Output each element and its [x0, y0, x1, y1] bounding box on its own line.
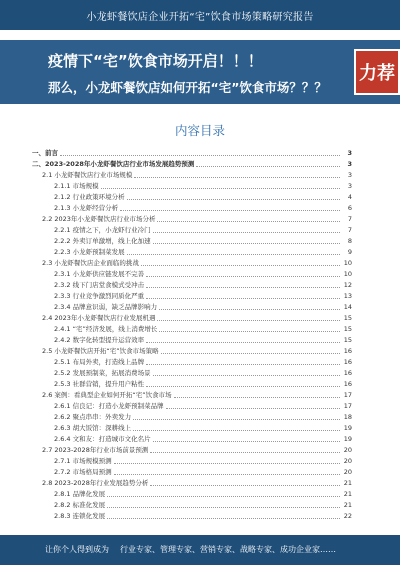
toc-entry-page: 3 — [347, 148, 352, 157]
toc-entry[interactable] — [32, 158, 352, 169]
toc-entry[interactable] — [32, 169, 352, 180]
toc-entry-page: 20 — [343, 467, 352, 476]
toc-entry-page: 3 — [347, 159, 352, 168]
toc-entry-label: 2.4.1 “宅”经济发展，线上消费增长 — [54, 325, 158, 333]
toc-entry[interactable] — [32, 334, 352, 345]
toc-entry-label: 2.5.1 布局外卖，打造线上品牌 — [54, 358, 145, 366]
toc-entry-page: 18 — [343, 412, 352, 421]
toc-entry-label: 2.6.2 聚点串串：外卖发力 — [54, 413, 132, 421]
toc-entry-page: 20 — [343, 456, 352, 465]
toc-entry-page: 19 — [343, 434, 352, 443]
toc-leader-dots — [150, 484, 340, 486]
toc-entry[interactable] — [32, 499, 352, 510]
toc-entry-page: 10 — [343, 269, 352, 278]
toc-entry[interactable] — [32, 367, 352, 378]
toc-entry-label: 2.2.3 小龙虾预制菜发展 — [54, 248, 125, 256]
toc-entry-page: 13 — [343, 291, 352, 300]
toc-entry-label: 2.5.3 社群营销，提升用户粘性 — [54, 380, 145, 388]
toc-leader-dots — [161, 352, 340, 354]
toc-leader-dots — [114, 462, 340, 464]
toc-entry[interactable] — [32, 444, 352, 455]
toc-leader-dots — [133, 418, 340, 420]
toc-entry[interactable] — [32, 422, 352, 433]
report-title: 小龙虾餐饮店企业开拓“宅”饮食市场策略研究报告 — [86, 12, 314, 23]
toc-entry-label: 2.7.2 市场格局预测 — [54, 468, 112, 476]
toc-leader-dots — [146, 297, 340, 299]
toc-leader-dots — [107, 517, 340, 519]
toc-leader-dots — [153, 374, 340, 376]
toc-entry-label: 2.3.3 行业竞争激烈同质化严重 — [54, 292, 145, 300]
toc-entry-page: 22 — [343, 511, 352, 520]
toc-entry[interactable] — [32, 411, 352, 422]
toc-entry[interactable] — [32, 224, 352, 235]
toc-leader-dots — [159, 330, 340, 332]
toc-entry-label: 2.1.1 市场规模 — [54, 182, 99, 190]
toc-entry-label: 2.2.1 疫情之下，小龙虾行业冷门 — [54, 226, 151, 234]
toc-entry-page: 16 — [343, 368, 352, 377]
toc-entry[interactable] — [32, 378, 352, 389]
toc-entry-page: 9 — [347, 247, 352, 256]
toc-entry-label: 2.6.4 文和友：打造城市文化名片 — [54, 435, 151, 443]
toc-entry-label: 2.1.3 小龙虾经营分析 — [54, 204, 119, 212]
toc-entry-page: 7 — [347, 225, 352, 234]
toc-leader-dots — [153, 231, 340, 233]
toc-entry[interactable] — [32, 488, 352, 499]
toc-entry-label: 2.2 2023年小龙虾餐饮店行业市场分析 — [42, 215, 156, 223]
toc-entry-label: 2.1.2 行业政策环境分析 — [54, 193, 125, 201]
toc-entry-page: 10 — [343, 258, 352, 267]
toc-title: 内容目录 — [174, 123, 225, 138]
toc-entry-page: 20 — [343, 445, 352, 454]
toc-leader-dots — [174, 396, 340, 398]
toc-entry-page: 16 — [343, 346, 352, 355]
toc-entry-label: 2.8.3 连锁化发展 — [54, 512, 106, 520]
banner-headline: 疫情下“宅”饮食市场开启！！！ — [48, 52, 263, 70]
toc-entry-label: 2.4.2 数字化转型提升运营效率 — [54, 336, 145, 344]
toc-leader-dots — [150, 451, 340, 453]
toc-entry-label: 2.8.1 品牌化发展 — [54, 490, 106, 498]
toc-leader-dots — [141, 264, 340, 266]
toc-entry[interactable] — [32, 235, 352, 246]
toc-leader-dots — [146, 275, 340, 277]
toc-entry[interactable] — [32, 279, 352, 290]
footer-bar — [0, 535, 400, 565]
toc-entry-label: 2.3.1 小龙虾供应链发展不完善 — [54, 270, 145, 278]
toc-leader-dots — [127, 198, 340, 200]
toc-leader-dots — [146, 341, 340, 343]
toc-leader-dots — [101, 187, 340, 189]
toc-leader-dots — [127, 253, 340, 255]
toc-entry[interactable] — [32, 345, 352, 356]
toc-entry[interactable] — [32, 510, 352, 521]
banner — [0, 40, 400, 104]
toc-entry-page: 12 — [343, 280, 352, 289]
toc-leader-dots — [146, 385, 340, 387]
toc-entry-label: 2.1 小龙虾餐饮店行业市场规模 — [42, 171, 133, 179]
footer-right-text: 行业专家、管理专家、营销专家、战略专家、成功企业家…… — [120, 545, 336, 554]
toc-entry[interactable] — [32, 466, 352, 477]
toc-entry[interactable] — [32, 246, 352, 257]
toc-leader-dots — [166, 407, 340, 409]
toc-entry-page: 16 — [343, 379, 352, 388]
toc-entry-label: 二、2023-2028年小龙虾餐饮店行业市场发展趋势预测 — [32, 160, 195, 168]
toc-entry[interactable] — [32, 477, 352, 488]
toc-entry-label: 2.5 小龙虾餐饮店开拓“宅”饮食市场策略 — [42, 347, 159, 355]
toc-leader-dots — [133, 429, 340, 431]
toc-leader-dots — [107, 495, 340, 497]
toc-entry-label: 2.5.2 发展预制菜，拓展消费场景 — [54, 369, 151, 377]
toc-entry-label: 2.7.1 市场规模预测 — [54, 457, 112, 465]
toc-entry-page: 15 — [343, 335, 352, 344]
banner-subheadline: 那么，小龙虾餐饮店如何开拓“宅”饮食市场？？？ — [48, 80, 327, 95]
toc-entry[interactable] — [32, 268, 352, 279]
toc-entry-page: 7 — [347, 214, 352, 223]
toc-entry[interactable] — [32, 433, 352, 444]
toc-entry[interactable] — [32, 400, 352, 411]
toc-entry-page: 21 — [343, 489, 352, 498]
toc-entry-page: 3 — [347, 170, 352, 179]
footer-left-text: 让你个人得到成为 — [45, 545, 109, 554]
toc-leader-dots — [146, 286, 340, 288]
toc-entry-page: 16 — [343, 357, 352, 366]
toc-entry-label: 2.3 小龙虾餐饮店企业面临的挑战 — [42, 259, 139, 267]
toc-entry-label: 2.2.2 外卖订单激增，线上化加速 — [54, 237, 151, 245]
toc-leader-dots — [120, 209, 340, 211]
toc-entry[interactable] — [32, 356, 352, 367]
toc-entry-label: 2.6.3 胡大饭馆：深耕线上 — [54, 424, 132, 432]
toc-entry[interactable] — [32, 202, 352, 213]
toc-leader-dots — [60, 154, 340, 156]
toc-leader-dots — [153, 440, 340, 442]
toc-entry-label: 2.4 2023年小龙虾餐饮店行业发展机遇 — [42, 314, 156, 322]
toc-entry-page: 21 — [343, 500, 352, 509]
toc-entry-label: 2.8.2 标准化发展 — [54, 501, 106, 509]
toc-leader-dots — [153, 242, 340, 244]
toc-entry[interactable] — [32, 257, 352, 268]
toc-entry-page: 15 — [343, 313, 352, 322]
recommend-badge: 力荐 — [354, 49, 400, 95]
toc-entry[interactable] — [32, 213, 352, 224]
toc-leader-dots — [159, 308, 340, 310]
toc-entry-page: 8 — [347, 236, 352, 245]
toc-entry-label: 一、前言 — [32, 149, 58, 157]
toc-entry[interactable] — [32, 323, 352, 334]
toc-entry-label: 2.3.4 品牌意识弱，缺乏品牌影响力 — [54, 303, 158, 311]
toc-entry-page: 14 — [343, 302, 352, 311]
toc-entry-page: 15 — [343, 324, 352, 333]
toc-entry[interactable] — [32, 312, 352, 323]
toc-entry-page: 21 — [343, 478, 352, 487]
toc-entry-label: 2.8 2023-2028年行业发展趋势分析 — [42, 479, 149, 487]
toc-entry-page: 17 — [343, 390, 352, 399]
toc-entry[interactable] — [32, 290, 352, 301]
toc-leader-dots — [107, 506, 340, 508]
toc-entry[interactable] — [32, 147, 352, 158]
toc-entry[interactable] — [32, 180, 352, 191]
toc-entry[interactable] — [32, 455, 352, 466]
toc-leader-dots — [134, 176, 340, 178]
toc-entry[interactable] — [32, 191, 352, 202]
toc-leader-dots — [146, 363, 340, 365]
toc-entry-page: 6 — [347, 203, 352, 212]
toc-leader-dots — [157, 220, 340, 222]
toc-leader-dots — [114, 473, 340, 475]
toc-entry-page: 17 — [343, 401, 352, 410]
toc-entry-label: 2.6.1 信良记：打造小龙虾预制菜品牌 — [54, 402, 164, 410]
toc-entry-page: 4 — [347, 192, 352, 201]
toc-entry-page: 3 — [347, 181, 352, 190]
toc-entry-label: 2.3.2 线下门店堂食模式受冲击 — [54, 281, 145, 289]
toc-entry[interactable] — [32, 389, 352, 400]
toc-leader-dots — [157, 319, 340, 321]
toc-entry[interactable] — [32, 301, 352, 312]
header-bar — [0, 0, 400, 30]
toc-entry-page: 19 — [343, 423, 352, 432]
toc-entry-label: 2.6 案例：看典型企业如何开拓“宅”饮食市场 — [42, 391, 172, 399]
table-of-contents — [32, 147, 352, 521]
toc-leader-dots — [196, 165, 340, 167]
toc-entry-label: 2.7 2023-2028年行业市场前景预测 — [42, 446, 149, 454]
